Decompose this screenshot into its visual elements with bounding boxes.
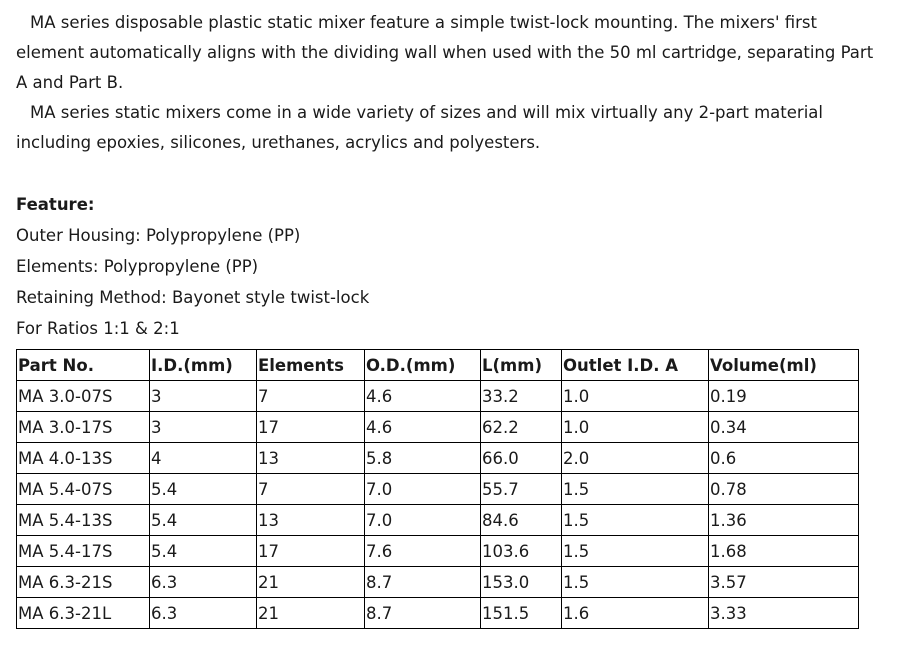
table-row — [17, 567, 859, 598]
feature-item-elements: Elements: Polypropylene (PP) — [16, 257, 259, 276]
product-description — [16, 8, 886, 629]
table-cell: 4 — [150, 443, 257, 474]
table-cell: 13 — [257, 443, 365, 474]
table-cell: 55.7 — [481, 474, 562, 505]
table-cell: 153.0 — [481, 567, 562, 598]
table-cell: 4.6 — [365, 412, 481, 443]
table-cell: 4.6 — [365, 381, 481, 412]
table-cell: 1.5 — [562, 474, 709, 505]
table-cell: 17 — [257, 412, 365, 443]
table-cell: 151.5 — [481, 598, 562, 629]
table-cell: 0.78 — [709, 474, 859, 505]
table-cell: 0.19 — [709, 381, 859, 412]
feature-heading: Feature: — [16, 195, 95, 214]
table-cell: 21 — [257, 567, 365, 598]
table-cell: MA 6.3-21L — [17, 598, 150, 629]
table-row — [17, 412, 859, 443]
table-cell: 84.6 — [481, 505, 562, 536]
table-cell: 3.57 — [709, 567, 859, 598]
table-cell: MA 6.3-21S — [17, 567, 150, 598]
table-cell: 8.7 — [365, 598, 481, 629]
table-cell: 1.6 — [562, 598, 709, 629]
table-row — [17, 598, 859, 629]
table-cell: 62.2 — [481, 412, 562, 443]
table-cell: 3 — [150, 412, 257, 443]
intro-paragraph-2: MA series static mixers come in a wide variety of sizes and will mix virtually any 2-part material including epoxies, silicones, urethanes, acrylics and polyesters. — [16, 103, 823, 152]
feature-item-ratios: For Ratios 1:1 & 2:1 — [16, 319, 180, 338]
column-header: I.D.(mm) — [150, 350, 257, 381]
table-cell: MA 5.4-13S — [17, 505, 150, 536]
table-cell: 6.3 — [150, 567, 257, 598]
table-cell: 7 — [257, 474, 365, 505]
table-cell: 8.7 — [365, 567, 481, 598]
table-cell: MA 3.0-07S — [17, 381, 150, 412]
table-cell: 3 — [150, 381, 257, 412]
table-cell: MA 5.4-17S — [17, 536, 150, 567]
column-header: L(mm) — [481, 350, 562, 381]
intro-paragraph-1: MA series disposable plastic static mixer feature a simple twist-lock mounting. The mixers' first element automatically aligns with the dividing wall when used with the 50 ml cartridge, separating Part A and Part B. — [16, 13, 874, 92]
table-cell: 13 — [257, 505, 365, 536]
table-cell: 7 — [257, 381, 365, 412]
table-cell: 1.36 — [709, 505, 859, 536]
table-cell: MA 4.0-13S — [17, 443, 150, 474]
table-cell: 33.2 — [481, 381, 562, 412]
table-cell: 0.6 — [709, 443, 859, 474]
column-header: O.D.(mm) — [365, 350, 481, 381]
table-row — [17, 536, 859, 567]
table-cell: 1.5 — [562, 567, 709, 598]
section-spacer — [16, 158, 886, 189]
table-cell: 1.5 — [562, 536, 709, 567]
table-cell: 0.34 — [709, 412, 859, 443]
table-cell: 1.0 — [562, 381, 709, 412]
feature-item-housing: Outer Housing: Polypropylene (PP) — [16, 226, 301, 245]
table-row — [17, 505, 859, 536]
table-cell: 66.0 — [481, 443, 562, 474]
table-cell: 5.4 — [150, 505, 257, 536]
table-cell: 1.0 — [562, 412, 709, 443]
table-cell: 7.0 — [365, 505, 481, 536]
table-cell: MA 3.0-17S — [17, 412, 150, 443]
table-row — [17, 474, 859, 505]
table-cell: 1.5 — [562, 505, 709, 536]
spec-table — [16, 349, 859, 629]
table-cell: 7.0 — [365, 474, 481, 505]
table-cell: 17 — [257, 536, 365, 567]
table-row — [17, 381, 859, 412]
column-header: Part No. — [17, 350, 150, 381]
table-cell: 6.3 — [150, 598, 257, 629]
table-cell: 5.4 — [150, 536, 257, 567]
table-cell: 21 — [257, 598, 365, 629]
table-cell: 7.6 — [365, 536, 481, 567]
table-header-row — [17, 350, 859, 381]
table-cell: 2.0 — [562, 443, 709, 474]
column-header: Elements — [257, 350, 365, 381]
column-header: Outlet I.D. A — [562, 350, 709, 381]
table-cell: 103.6 — [481, 536, 562, 567]
table-cell: MA 5.4-07S — [17, 474, 150, 505]
table-cell: 3.33 — [709, 598, 859, 629]
table-cell: 5.8 — [365, 443, 481, 474]
column-header: Volume(ml) — [709, 350, 859, 381]
feature-item-retaining: Retaining Method: Bayonet style twist-lock — [16, 288, 370, 307]
table-cell: 5.4 — [150, 474, 257, 505]
table-cell: 1.68 — [709, 536, 859, 567]
table-row — [17, 443, 859, 474]
